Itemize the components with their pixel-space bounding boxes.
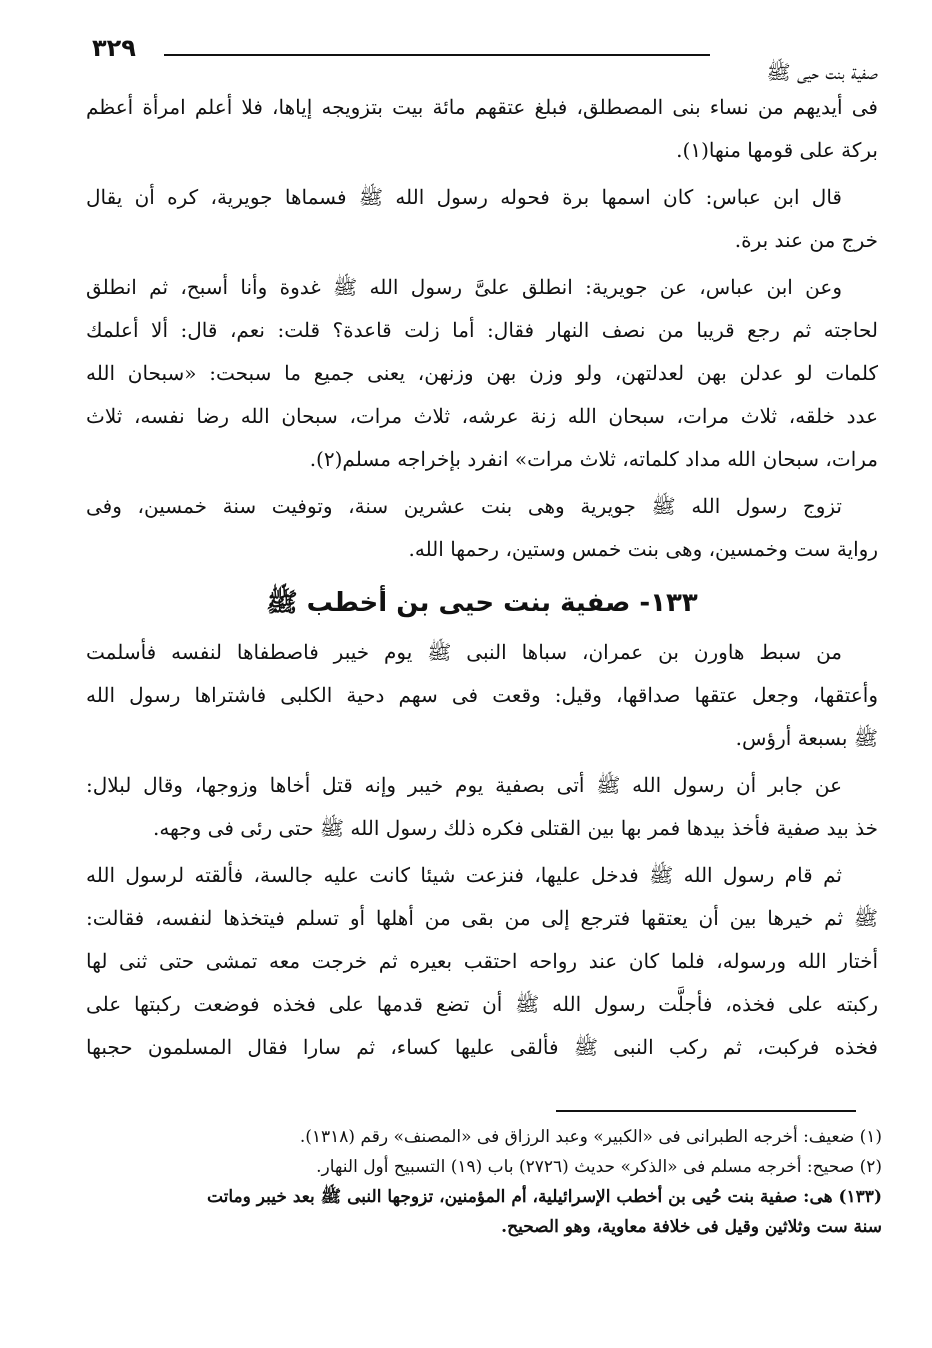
text-line: من سبط هاورن بن عمران، سباها النبى ﷺ يوم خيبر فاصطفاها لنفسه فأسلمت	[86, 640, 842, 664]
text-line: وعن ابن عباس، عن جويرية: انطلق علىَّ رسول الله ﷺ غدوة وأنا أسبح، ثم انطلق	[86, 275, 842, 299]
page-header	[92, 34, 878, 84]
text-line: ركبته على فخذه، فأجلَّت رسول الله ﷺ أن تضع قدمها على فخذه فوضعت ركبتها على	[86, 992, 878, 1016]
running-title: صفية بنت حيى ﷺ	[766, 60, 878, 84]
page-number: ٣٢٩	[92, 34, 136, 62]
text-line: خذ بيد صفية فأخذ بيدها فمر بها بين القتلى فكره ذلك رسول الله ﷺ حتى رئى فى وجهه.	[152, 816, 878, 840]
section-heading: ١٣٣- صفية بنت حيى بن أخطب ﷺ	[266, 588, 698, 618]
paragraph	[86, 764, 878, 850]
text-line: ثم قام رسول الله ﷺ فدخل عليها، فنزعت شيئا كانت عليه جالسة، فألقته لرسول الله	[86, 863, 842, 887]
footnote-rule	[556, 1110, 856, 1112]
paragraph	[86, 86, 878, 172]
main-text	[86, 86, 878, 1073]
text-line: قال ابن عباس: كان اسمها برة فحوله رسول الله ﷺ فسماها جويرية، كره أن يقال	[86, 185, 842, 209]
header-rule	[164, 54, 710, 56]
text-line: ﷺ بسبعة أرؤس.	[735, 726, 878, 750]
paragraph	[86, 176, 878, 262]
text-line: عدد خلقه، ثلاث مرات، سبحان الله زنة عرشه، ثلاث مرات، سبحان الله رضا نفسه، ثلاث	[86, 404, 878, 428]
text-line: فخذه فركبت، ثم ركب النبى ﷺ فألقى عليها كساء، ثم سارا فقال المسلمون حجبها	[86, 1035, 878, 1059]
footnote: (٢) صحيح: أخرجه مسلم فى «الذكر» حديث (٢٧٢٦) باب (١٩) التسبيح أول النهار.	[316, 1157, 882, 1177]
text-line: خرج من عند برة.	[734, 228, 878, 252]
footnote: سنة ست وثلاثين وقيل فى خلافة معاوية، وهو الصحيح.	[501, 1217, 882, 1237]
paragraph	[86, 266, 878, 481]
text-line: وأعتقها، وجعل عتقها صداقها، وقيل: وقعت فى سهم دحية الكلبى فاشتراها رسول الله	[86, 683, 878, 707]
paragraph	[86, 854, 878, 1069]
paragraph	[86, 631, 878, 760]
footnote: (١٣٣) هى: صفية بنت حُيى بن أخطب الإسرائيلية، أم المؤمنين، تزوجها النبى ﷺ بعد خيبر وماتت	[206, 1187, 882, 1207]
paragraph	[86, 485, 878, 571]
text-line: كلمات لو عدلن بهن لعدلتهن، ولو وزن بهن وزنهن، يعنى جميع ما سبحت: «سبحان الله	[86, 361, 878, 385]
text-line: لحاجته ثم رجع قريبا من نصف النهار فقال: أما زلت قاعدة؟ قلت: نعم، قال: ألا أعلمك	[86, 318, 878, 342]
text-line: بركة على قومها منها(١).	[676, 138, 878, 162]
text-line: رواية ست وخمسين، وهى بنت خمس وستين، رحمها الله.	[408, 537, 878, 561]
text-line: تزوج رسول الله ﷺ جويرية وهى بنت عشرين سنة، وتوفيت سنة خمسين، وفى	[86, 494, 842, 518]
footnote: (١) ضعيف: أخرجه الطبرانى فى «الكبير» وعبد الرزاق فى «المصنف» رقم (١٣١٨).	[299, 1127, 882, 1147]
text-line: عن جابر أن رسول الله ﷺ أتى بصفية يوم خيبر وإنه قتل أخاها وزوجها، وقال لبلال:	[86, 773, 843, 797]
text-line: فى أيديهم من نساء بنى المصطلق، فبلغ عتقهم مائة بيت بتزويجه إياها، فلا أعلم امرأة أعظم	[86, 95, 878, 119]
text-line: أختار الله ورسوله، فلما كان عند رواحه احتقب بعيره ثم خرجت معه تمشى حتى ثنى لها	[86, 949, 878, 973]
footnotes	[80, 1122, 882, 1242]
text-line: ﷺ ثم خيرها بين أن يعتقها فترجع إلى من بقى من أهلها أو تسلم فيتخذها لنفسه، فقالت:	[86, 906, 878, 930]
text-line: مرات، سبحان الله مداد كلماته، ثلاث مرات» انفرد بإخراجه مسلم(٢).	[309, 447, 878, 471]
